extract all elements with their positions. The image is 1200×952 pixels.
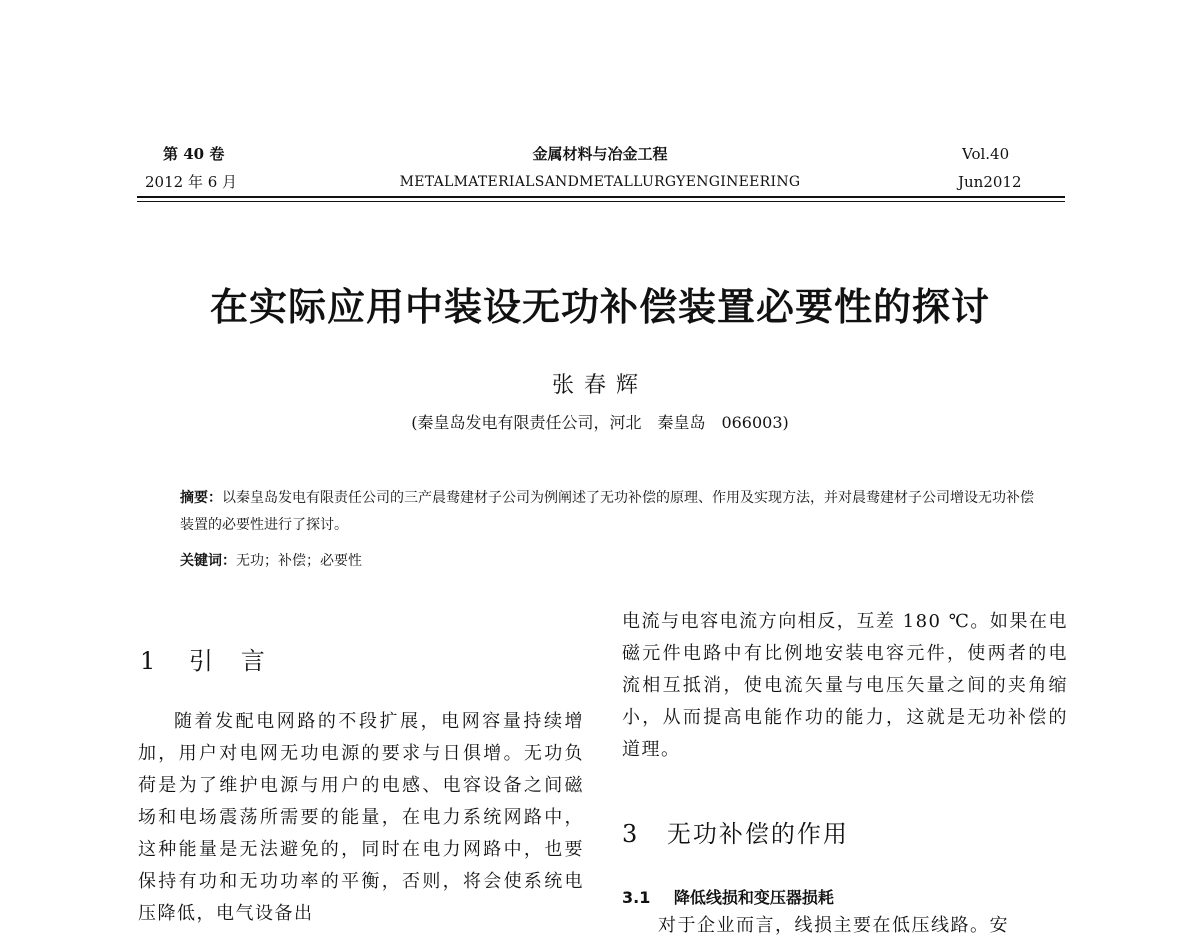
abstract [180,485,1040,539]
keywords [180,548,1040,575]
volume-cn: 第 40 卷 [163,145,225,163]
section-1-number: 1 [140,647,158,675]
section-3-number: 3 [622,820,640,848]
keywords-label: 关键词： [180,553,236,569]
subsection-3-1-heading [622,885,834,908]
volume-en: Vol.40 [962,145,1010,163]
intro-paragraph: 随着发配电网路的不段扩展，电网容量持续增加，用户对电网无功电源的要求与日俱增。无功负荷是为了维护电源与用户的电感、电容设备之间磁场和电场震荡所需要的能量，在电力系统网路中，这种能量是无法避免的，同时在电力网路中，也要保持有功和无功功率的平衡，否则，将会使系统电压降低，电气设备出 [138,711,584,924]
right-column-body [622,606,1068,766]
journal-name-en: METALMATERIALSANDMETALLURGYENGINEERING [399,174,801,190]
subsection-3-1-title: 降低线损和变压器损耗 [673,888,834,907]
subsection-3-1-paragraph: 对于企业而言，线损主要在低压线路。安 [658,915,1009,936]
section-3-heading [622,814,849,849]
header-rule-thin [137,201,1065,202]
abstract-text: 以秦皇岛发电有限责任公司的三产晨鸯建材子公司为例阐述了无功补偿的原理、作用及实现方法，并对晨鸯建材子公司增设无功补偿装置的必要性进行了探讨。 [180,490,1034,533]
date-cn: 2012 年 6 月 [145,173,238,191]
keywords-text: 无功；补偿；必要性 [236,553,362,569]
subsection-3-1-number: 3.1 [622,888,651,907]
journal-name-cn: 金属材料与冶金工程 [532,145,668,163]
author-affiliation: (秦皇岛发电有限责任公司，河北 秦皇岛 066003) [411,413,789,432]
section-1-heading [140,641,267,676]
date-en: Jun2012 [958,173,1022,191]
author-name: 张春辉 [551,373,648,398]
subsection-3-1-body [622,910,1068,942]
header-rule-thick [137,196,1065,198]
left-column-body [138,706,584,930]
article-title: 在实际应用中装设无功补偿装置必要性的探讨 [209,285,990,329]
continuation-paragraph: 电流与电容电流方向相反，互差 180 ℃。如果在电磁元件电路中有比例地安装电容元件，使两者的电流相互抵消，使电流矢量与电压矢量之间的夹角缩小，从而提高电能作功的能力，这就是无功补偿的道理。 [622,611,1068,760]
section-3-title: 无功补偿的作用 [666,820,849,848]
section-1-title: 引 言 [188,647,267,675]
abstract-label: 摘要： [180,490,222,506]
